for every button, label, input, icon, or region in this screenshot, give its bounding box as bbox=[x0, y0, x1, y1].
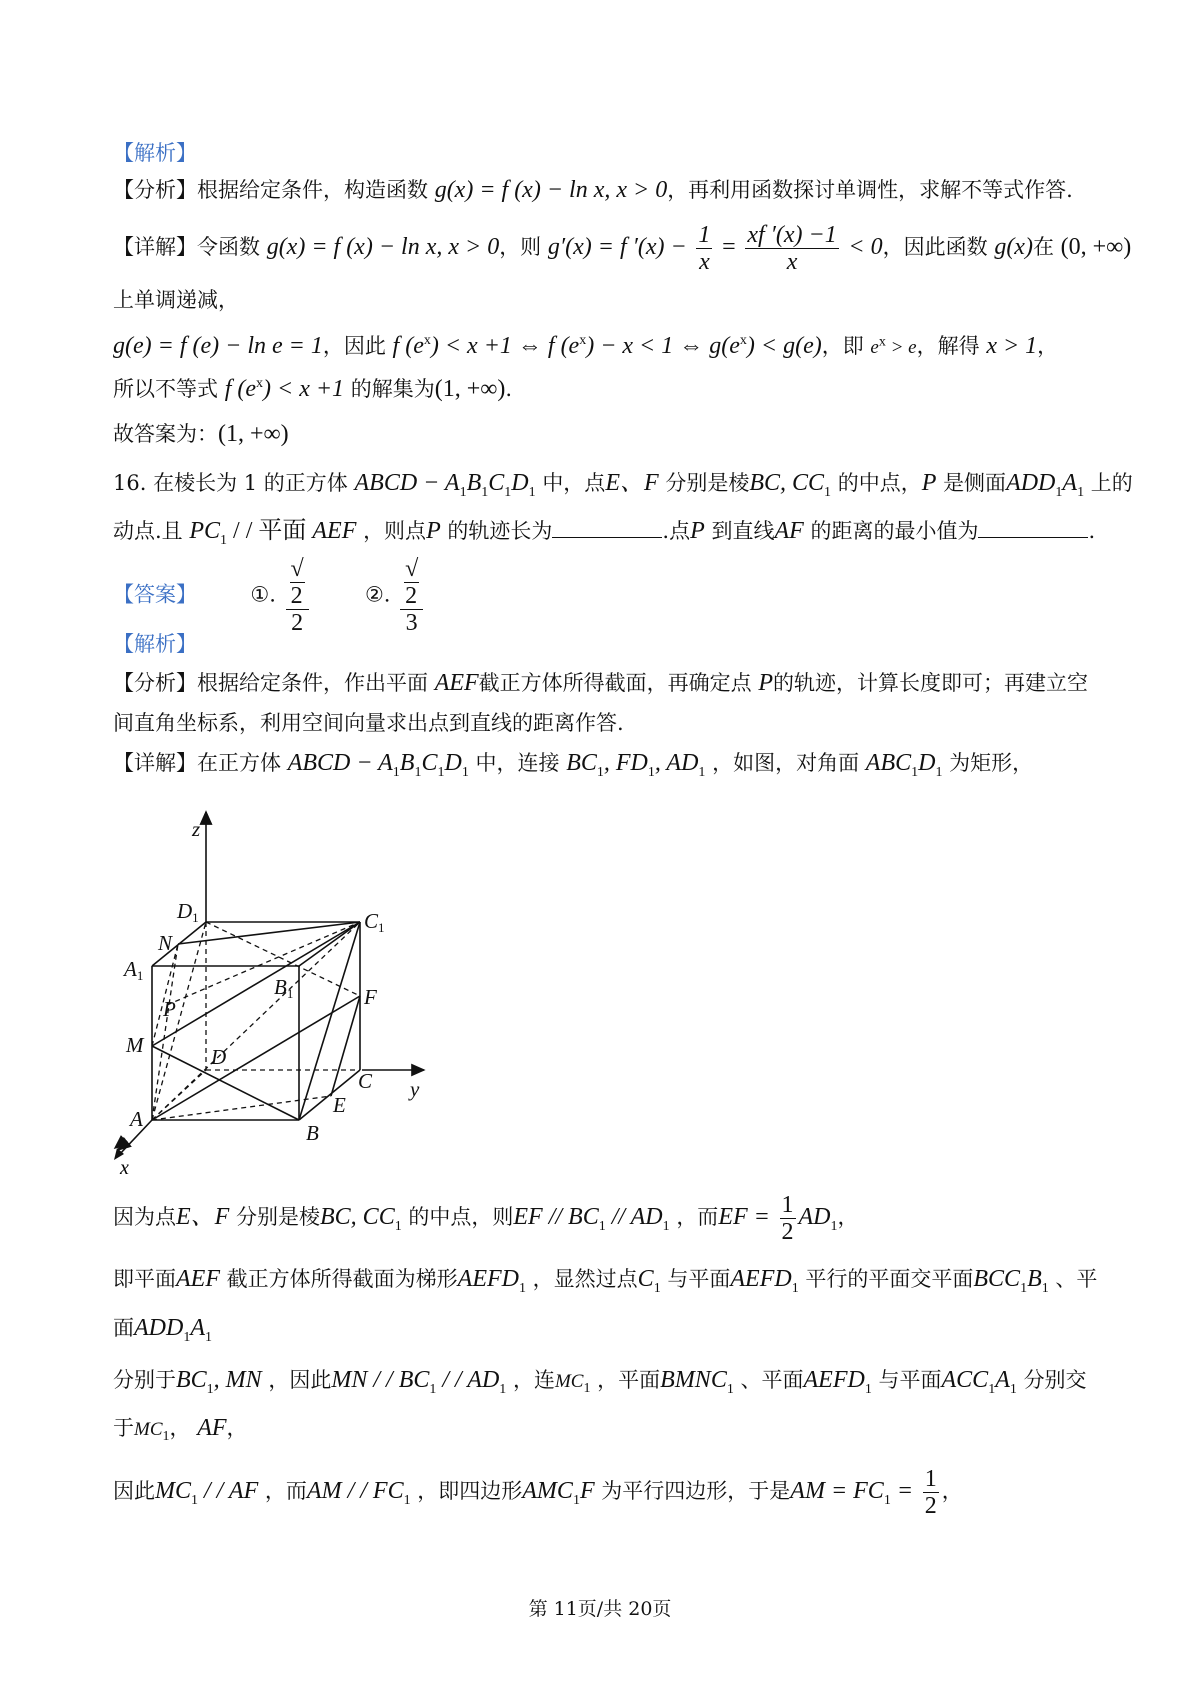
jiexi-heading-2: 【解析】 bbox=[113, 632, 197, 656]
monotone-line: 上单调递减， bbox=[113, 288, 239, 312]
label-P: P bbox=[163, 997, 176, 1021]
question-16-line-1: 16. 在棱长为 1 的正方体 ABCD − $A_1B_1C_1D_1$ 中，点E、F 分别是棱BC, $CC_1$ 的中点，P 是侧面$ADD_1A_1$ 上的 bbox=[113, 470, 1133, 500]
label-B1: B1 bbox=[274, 975, 294, 1001]
fraction-derivative: $\frac{xf '(x) -1}{x}$ bbox=[747, 222, 837, 275]
xiangjie-label: 【详解】 bbox=[113, 235, 197, 259]
label-y: y bbox=[410, 1077, 420, 1101]
answer-label: 【答案】 bbox=[113, 582, 197, 607]
label-z: z bbox=[192, 817, 201, 841]
page-footer: 第 11页/共 20页 bbox=[528, 1598, 672, 1620]
answer-blank-2 bbox=[978, 517, 1088, 538]
fenxi-line-2b: 间直角坐标系，利用空间向量求出点到直线的距离作答. bbox=[113, 711, 624, 735]
g-e-line: g(e) = f (e) − ln e = 1，因此 f $(e^x) < x +1$ ⇔ f $(e^x) - x < 1$ ⇔ $g(e^x) < g(e)$，即 $e^x > e$，解得 x > 1， bbox=[113, 333, 1059, 359]
fenxi-label: 【分析】 bbox=[113, 178, 197, 202]
cube-diagram bbox=[100, 800, 460, 1145]
label-C: C bbox=[358, 1069, 373, 1093]
answer-2-fraction: √ 2 3 bbox=[400, 556, 423, 636]
answer-line-15: 故答案为：(1, +∞) bbox=[113, 421, 289, 447]
para-3: 分别于$BC_1$, MN ，因此MN / / $BC_1$ / / $AD_1$ ，连$MC_1$ ，平面$BMNC_1$ 、平面$AEFD_1$ 与平面$ACC_1A_1$ 分别交 bbox=[113, 1367, 1087, 1397]
xiangjie-line-2: 【详解】在正方体 ABCD − $A_1B_1C_1D_1$ 中，连接 $BC_1$, $FD_1$, $AD_1$ ，如图，对角面 $ABC_1D_1$ 为矩形， bbox=[113, 750, 1034, 780]
fenxi-line-1: 【分析】根据给定条件，构造函数 g(x) = f (x) − ln x, x > 0，再利用函数探讨单调性，求解不等式作答. bbox=[113, 177, 1073, 203]
label-A: A bbox=[130, 1107, 143, 1131]
label-F: F bbox=[364, 985, 377, 1009]
answer-line-16: 【答案】 ①. √ 2 2 ②. √ 2 3 bbox=[113, 556, 426, 636]
label-M: M bbox=[126, 1033, 144, 1057]
para-2: 即平面AEF 截正方体所得截面为梯形$AEFD_1$ ，显然过点$C_1$ 与平面$AEFD_1$ 平行的平面交平面$BCC_1B_1$ 、平 bbox=[113, 1266, 1098, 1296]
label-D: D bbox=[211, 1045, 227, 1069]
fraction-1-over-x: $\frac{1}{x}$ bbox=[698, 222, 711, 275]
para-1: 因为点E、F 分别是棱BC, $CC_1$ 的中点，则EF // $BC_1 // AD_1$ ，而EF = $\frac{1}{2}$ $AD_1$， bbox=[113, 1192, 859, 1245]
label-D1: D1 bbox=[177, 899, 199, 925]
para-2b: 面$ADD_1A_1$ bbox=[113, 1315, 212, 1345]
label-N: N bbox=[158, 931, 173, 955]
fenxi-line-2: 【分析】根据给定条件，作出平面 AEF截正方体所得截面，再确定点 P的轨迹，计算长度即可；再建立空 bbox=[113, 670, 1089, 696]
xiangjie-line-1: 【详解】令函数 g(x) = f (x) − ln x, x > 0，则 g′(x) = f ′(x) − $\frac{1}{x}$ = $\frac{xf '(x) -1}{x}$ < 0，因此函数 g(x)在 (0, +∞) bbox=[113, 222, 1132, 275]
label-E: E bbox=[333, 1093, 346, 1117]
para-4: 因此$MC_1$ / / AF ，而AM / / $FC_1$ ，即四边形$AMC_1F$ 为平行四边形，于是AM = $FC_1$ = $\frac{1}{2}$ ， bbox=[113, 1466, 963, 1519]
answer-blank-1 bbox=[552, 517, 662, 538]
question-16-line-2: 动点.且 $PC_1$ / / 平面 AEF ，则点P 的轨迹长为 .点P 到直线AF 的距离的最小值为 . bbox=[113, 518, 1096, 548]
label-x: x bbox=[120, 1157, 129, 1179]
para-3b: 于$MC_1$， AF， bbox=[113, 1415, 248, 1444]
label-B: B bbox=[306, 1121, 319, 1145]
label-C1: C1 bbox=[364, 909, 385, 935]
question-number: 16. bbox=[113, 471, 147, 495]
solution-set-line: 所以不等式 f $(e^x) < x +1$ 的解集为(1, +∞). bbox=[113, 376, 513, 402]
x-axis-arrow bbox=[108, 1116, 158, 1179]
jiexi-heading-1: 【解析】 bbox=[113, 141, 197, 165]
label-A1: A1 bbox=[124, 957, 144, 983]
answer-1-fraction: √ 2 2 bbox=[286, 556, 309, 636]
